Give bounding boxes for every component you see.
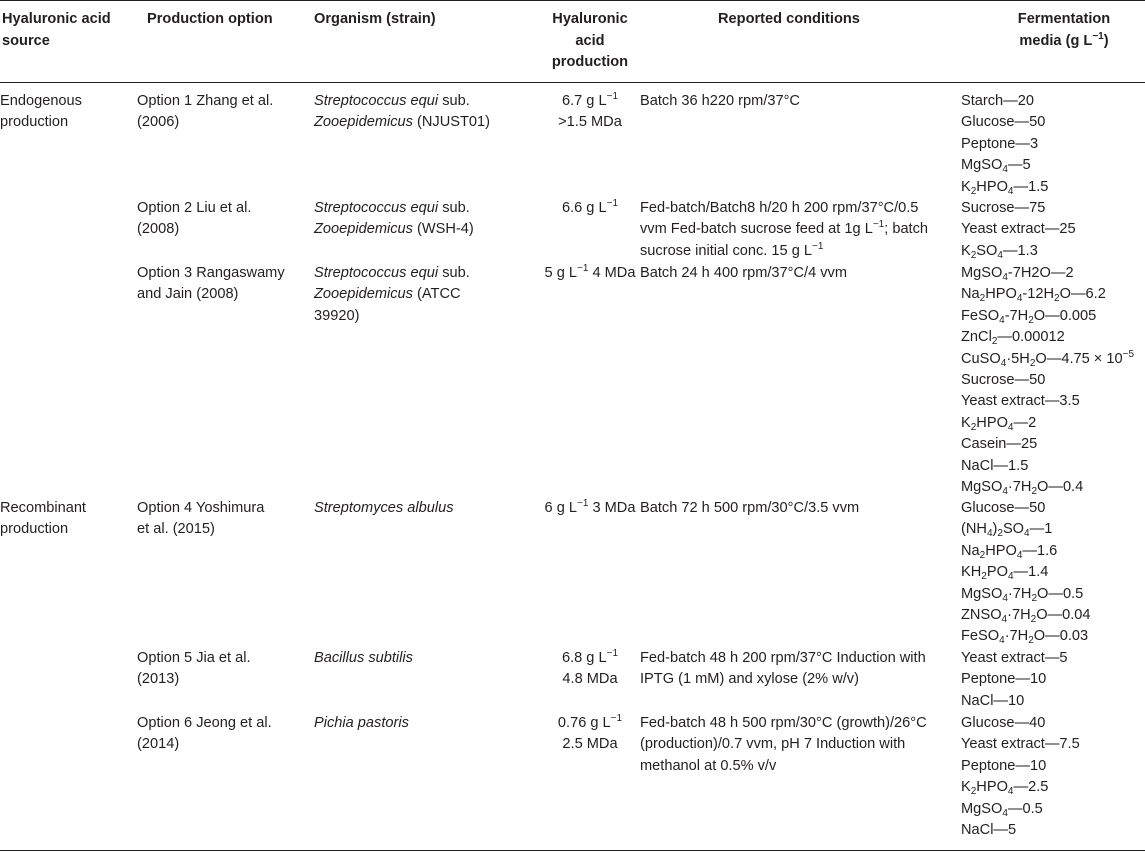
species-name: Zooepidemicus [314,221,413,238]
header-conditions [718,9,860,31]
bottom-rule [0,850,1145,851]
cell-line: Batch 36 h220 rpm/37°C [640,93,800,109]
media-line: Sucrose—75 [961,200,1046,216]
cell-line: 6 g $L^{-1}$ 3 MDa [544,498,636,516]
media-line: $K_2HPO_4—2$ [961,414,1037,433]
cell-line: sucrose initial conc. 15 g $L^{-1}$ [640,240,824,259]
cell-line: Fed-batch 48 h 500 rpm/30°C (growth)/26°C [640,715,927,731]
media-line: Yeast extract—25 [961,221,1076,238]
header-line: source [2,32,50,49]
cell-line: Option 5 Jia et al. [137,650,251,666]
cell-text: sub. [442,265,470,281]
header-organism [314,9,436,31]
row4-organism [314,498,454,519]
header-rule [0,82,1145,83]
species-name: Streptococcus equi [314,93,439,109]
media-line: $K_2SO_4—1.3$ [961,242,1038,261]
row6-media [961,713,1080,841]
header-line: media (g $L^{-1}$) [1019,30,1109,49]
cell-line: Fed-batch 48 h 200 rpm/37°C Induction with [640,650,926,666]
cell-text: (WSH-4) [417,221,474,238]
row4-option [137,498,264,541]
cell-line [314,219,474,240]
cell-line [314,648,413,669]
cell-line: Batch 24 h 400 rpm/37°C/4 vvm [640,265,848,281]
row2-option [137,198,251,241]
header-line: Reported conditions [718,11,860,27]
cell-line: 6.8 g $L^{-1}$ [561,648,619,666]
cell-text: (ATCC [417,286,461,303]
header-line: Production option [147,11,273,27]
cell-line: Option 4 Yoshimura [137,500,265,516]
header-media [990,9,1138,52]
cell-line: et al. (2015) [137,521,215,538]
row1-media [961,91,1048,198]
media-line: Peptone—10 [961,757,1047,774]
group-recombinant [0,498,86,541]
row1-organism [314,91,490,134]
group-line: production [0,114,69,131]
cell-line [314,284,470,305]
media-line: $MgSO_4\cdot 7H_2O—0.4$ [961,479,1084,498]
cell-line: methanol at 0.5% v/v [640,757,777,774]
species-name: Zooepidemicus [314,286,413,303]
media-line: Glucose—40 [961,715,1046,731]
row1-option [137,91,273,134]
cell-line: Fed-batch/Batch8 h/20 h 200 rpm/37°C/0.5 [640,200,919,216]
header-line: Hyaluronic acid [2,11,111,27]
group-endogenous [0,91,82,134]
cell-text: sub. [442,200,470,216]
row3-conditions [640,263,847,284]
cell-line: Option 1 Zhang et al. [137,93,274,109]
header-option [147,9,273,31]
media-line: Yeast extract—5 [961,650,1068,666]
media-line: $K_2HPO_4—2.5$ [961,779,1049,798]
cell-text: sub. [442,93,470,109]
cell-line [314,112,490,133]
row2-conditions [640,198,928,262]
media-line: $FeSO_4-7H_2O—0.005$ [961,307,1097,326]
media-line: Glucose—50 [961,500,1046,516]
media-line: Yeast extract—3.5 [961,393,1080,410]
media-line: Peptone—3 [961,135,1039,152]
cell-line: 0.76 g $L^{-1}$ [557,713,623,731]
group-line: Endogenous [0,93,82,109]
cell-line: (production)/0.7 vvm, pH 7 Induction with [640,736,906,753]
cell-line: 4.8 MDa [562,671,618,688]
cell-line: vvm Fed-batch sucrose feed at 1g $L^{-1}$; batch [640,219,929,238]
cell-line: Batch 72 h 500 rpm/30°C/3.5 vvm [640,500,860,516]
cell-line: (2013) [137,671,180,688]
species-name: Streptococcus equi [314,200,439,216]
group-line: Recombinant [0,500,86,516]
cell-line: 2.5 MDa [562,736,618,753]
row3-option [137,263,285,306]
cell-line: Option 2 Liu et al. [137,200,252,216]
row6-organism [314,713,409,734]
cell-line: Option 6 Jeong et al. [137,715,272,731]
cell-line [314,713,409,734]
cell-line: (2008) [137,221,180,238]
cell-line: >1.5 MDa [558,114,622,131]
header-line: Hyaluronic [552,11,628,27]
header-production [519,9,661,74]
media-line: Yeast extract—7.5 [961,736,1080,753]
species-name: Streptococcus equi [314,265,439,281]
header-source [2,9,111,52]
media-line: Sucrose—50 [961,372,1046,389]
cell-line [314,198,474,219]
header-line: acid [575,32,605,49]
media-line: $K_2HPO_4—1.5$ [961,178,1049,197]
media-line: $(NH_4)_2SO_4—1$ [961,521,1053,540]
row6-conditions [640,713,927,777]
species-name: Zooepidemicus [314,114,413,131]
cell-line: IPTG (1 mM) and xylose (2% w/v) [640,671,859,688]
cell-line [314,263,470,284]
row5-conditions [640,648,926,691]
cell-line: 6.6 g $L^{-1}$ [561,198,619,216]
header-line: Fermentation [1017,11,1111,27]
top-rule [0,0,1145,1]
row3-organism [314,263,470,327]
media-line: MgSO$_4$—5 [961,157,1031,176]
row2-organism [314,198,474,241]
cell-line: 6.7 g $L^{-1}$ [561,91,619,109]
cell-line [314,91,490,112]
media-line: NaCl—10 [961,692,1025,709]
media-line: Casein—25 [961,436,1038,453]
media-line: $Na_2HPO_4-12H_2O—6.2$ [961,286,1106,305]
cell-line: Option 3 Rangaswamy [137,265,285,281]
media-line: Glucose—50 [961,114,1046,131]
row4-media [961,498,1091,648]
media-line: NaCl—1.5 [961,457,1029,474]
cell-line [314,498,454,519]
row5-media [961,648,1068,712]
cell-line: 5 g $L^{-1}$ 4 MDa [544,263,636,281]
row3-media [961,263,1134,498]
row4-conditions [640,498,859,519]
media-line: Starch—20 [961,93,1035,109]
media-line: NaCl—5 [961,822,1017,839]
cell-text: (NJUST01) [417,114,491,131]
media-line: $KH_2PO_4—1.4$ [961,564,1049,583]
row6-option [137,713,272,756]
cell-line: and Jain (2008) [137,286,239,303]
media-line: $MgSO_4\cdot 7H_2O—0.5$ [961,585,1084,604]
media-line: MgSO$_4$—0.5 [961,800,1043,819]
media-line: $FeSO_4\cdot 7H_2O—0.03$ [961,628,1089,647]
cell-line: 39920) [314,307,360,324]
row5-organism [314,648,413,669]
row1-conditions [640,91,800,112]
media-line: $ZNSO_4\cdot 7H_2O—0.04$ [961,607,1091,626]
species-name: Streptomyces albulus [314,500,454,516]
media-line: MgSO$_4$-7H2O—2 [961,265,1074,283]
species-name: Bacillus subtilis [314,650,413,666]
media-line: $CuSO_4\cdot 5H_2O—4.75 \times 10^{-5}$ [961,348,1135,369]
group-line: production [0,521,69,538]
media-line: ZnCl$_2$—0.00012 [961,329,1065,348]
header-line: production [551,54,629,70]
cell-line: (2006) [137,114,180,131]
row2-media [961,198,1076,262]
species-name: Pichia pastoris [314,715,409,731]
media-line: Peptone—10 [961,671,1047,688]
header-line: Organism (strain) [314,11,436,27]
row5-option [137,648,251,691]
cell-line: (2014) [137,736,180,753]
media-line: $Na_2HPO_4—1.6$ [961,542,1058,561]
